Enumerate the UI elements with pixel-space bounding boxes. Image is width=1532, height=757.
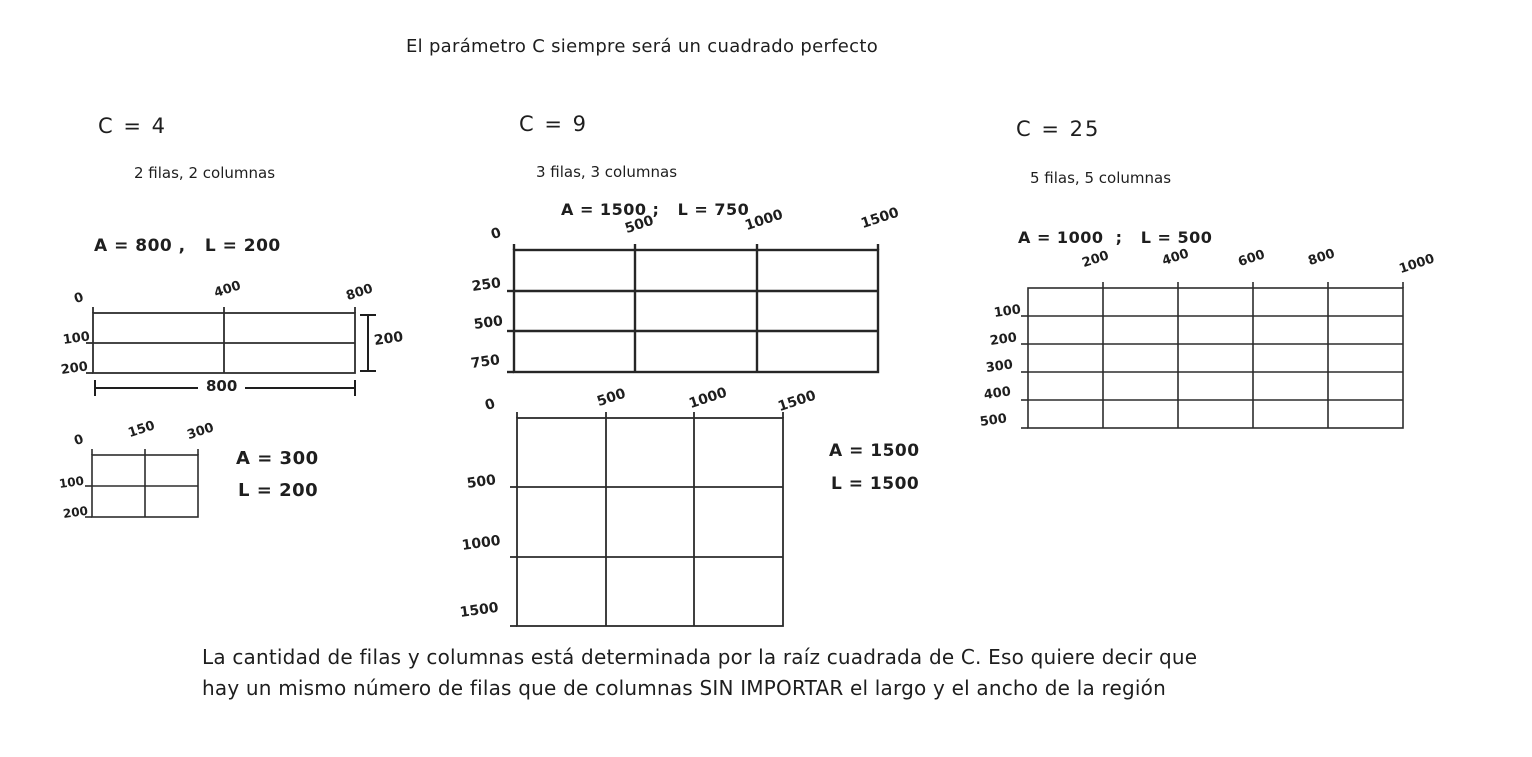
footer-line-1: La cantidad de filas y columnas está determinada por la raíz cuadrada de C. Eso quiere decir que bbox=[202, 645, 1198, 669]
heading-c4: C = 4 bbox=[98, 114, 167, 138]
y-tick-label: 1000 bbox=[460, 532, 502, 554]
width-measure-label: 800 bbox=[198, 377, 245, 395]
l-label-c4-small: L = 200 bbox=[238, 480, 319, 501]
x-tick-label: 1500 bbox=[859, 204, 902, 232]
x-tick-label: 0 bbox=[489, 224, 504, 243]
grid-c9-square bbox=[510, 411, 790, 633]
l-label-c9-square: L = 1500 bbox=[831, 474, 920, 494]
grid-c25 bbox=[1021, 281, 1410, 435]
params-c9-wide: A = 1500 ; L = 750 bbox=[561, 200, 750, 219]
a-label-c4-small: A = 300 bbox=[236, 448, 319, 469]
y-tick-label: 100 bbox=[992, 302, 1022, 321]
x-tick-label: 200 bbox=[1080, 248, 1111, 271]
grid-c4-large bbox=[86, 306, 362, 380]
x-tick-label: 400 bbox=[1160, 246, 1191, 269]
y-tick-label: 400 bbox=[982, 384, 1012, 403]
x-tick-label: 500 bbox=[623, 212, 656, 237]
footer-line-2: hay un mismo número de filas que de columnas SIN IMPORTAR el largo y el ancho de la región bbox=[202, 676, 1166, 700]
y-tick-label: 200 bbox=[988, 330, 1018, 349]
heading-c25: C = 25 bbox=[1016, 117, 1101, 141]
x-tick-label: 800 bbox=[1306, 246, 1337, 269]
subheading-c25: 5 filas, 5 columnas bbox=[1030, 169, 1172, 187]
x-tick-label: 1000 bbox=[743, 206, 786, 234]
x-tick-label: 300 bbox=[185, 420, 216, 443]
x-tick-label: 500 bbox=[595, 385, 628, 410]
x-tick-label: 1000 bbox=[687, 384, 730, 412]
x-tick-label: 0 bbox=[72, 289, 86, 307]
params-c25: A = 1000 ; L = 500 bbox=[1018, 228, 1213, 247]
y-tick-label: 300 bbox=[984, 357, 1014, 376]
subheading-c4: 2 filas, 2 columnas bbox=[134, 164, 276, 182]
grid-lines bbox=[86, 306, 362, 380]
params-c4-large: A = 800 , L = 200 bbox=[94, 236, 281, 256]
y-tick-label: 500 bbox=[978, 411, 1008, 430]
y-tick-label: 100 bbox=[58, 473, 85, 491]
y-tick-label: 100 bbox=[61, 329, 91, 348]
y-tick-label: 200 bbox=[62, 503, 89, 521]
y-tick-label: 250 bbox=[470, 275, 502, 295]
x-tick-label: 1500 bbox=[776, 387, 819, 415]
y-tick-label: 750 bbox=[469, 352, 501, 372]
page-title: El parámetro C siempre será un cuadrado perfecto bbox=[405, 36, 879, 57]
grid-c4-small bbox=[85, 448, 205, 524]
a-label-c9-square: A = 1500 bbox=[829, 441, 920, 461]
x-tick-label: 150 bbox=[126, 418, 157, 441]
grid-c9-wide bbox=[507, 243, 885, 379]
x-tick-label: 400 bbox=[212, 278, 243, 301]
y-tick-label: 500 bbox=[465, 472, 497, 492]
grid-lines bbox=[510, 411, 790, 633]
y-tick-label: 500 bbox=[472, 313, 504, 333]
x-tick-label: 600 bbox=[1236, 247, 1267, 270]
footer-note bbox=[202, 642, 1322, 704]
grid-lines bbox=[1021, 281, 1410, 435]
y-tick-label: 1500 bbox=[458, 599, 500, 621]
grid-lines bbox=[85, 448, 205, 524]
y-tick-label: 200 bbox=[59, 359, 89, 378]
grid-lines bbox=[507, 243, 885, 379]
heading-c9: C = 9 bbox=[519, 112, 588, 136]
x-tick-label: 0 bbox=[72, 431, 86, 449]
x-tick-label: 800 bbox=[344, 281, 375, 304]
height-measure-label: 200 bbox=[373, 329, 405, 349]
x-tick-label: 1000 bbox=[1397, 251, 1437, 277]
subheading-c9: 3 filas, 3 columnas bbox=[536, 163, 678, 181]
x-tick-label: 0 bbox=[483, 395, 498, 414]
